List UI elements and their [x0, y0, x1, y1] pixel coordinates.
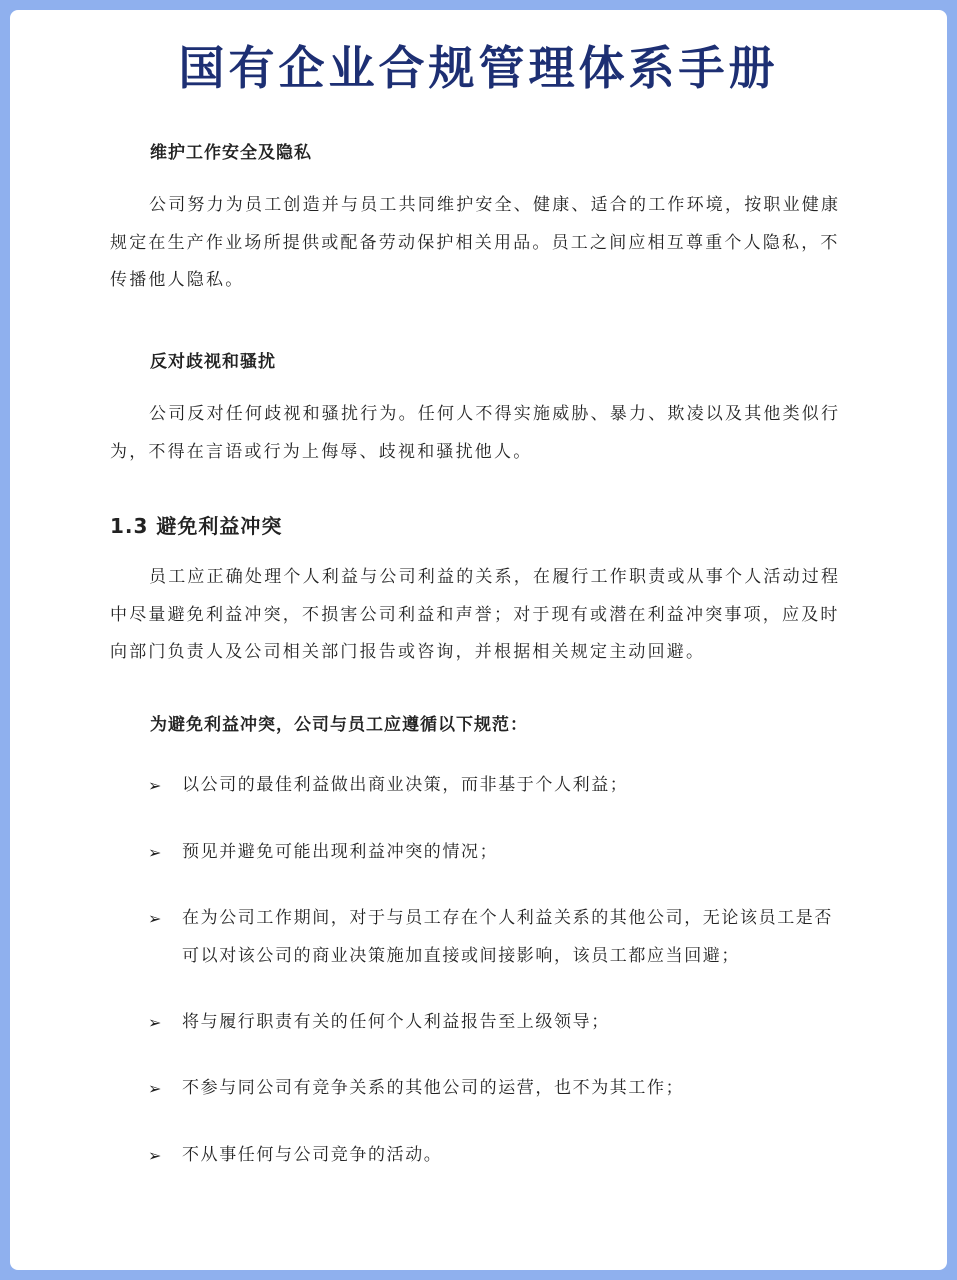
arrow-bullet-icon: ➢ — [148, 843, 164, 862]
arrow-bullet-icon: ➢ — [148, 1146, 164, 1165]
arrow-bullet-icon: ➢ — [148, 1079, 164, 1098]
list-item — [148, 1004, 848, 1042]
list-item — [148, 834, 848, 872]
conflict-paragraph: 员工应正确处理个人利益与公司利益的关系，在履行工作职责或从事个人活动过程中尽量避免利益冲突，不损害公司利益和声誉；对于现有或潜在利益冲突事项，应及时向部门负责人及公司相关部门报告或咨询，并根据相关规定主动回避。 — [110, 567, 841, 662]
privacy-paragraph: 公司努力为员工创造并与员工共同维护安全、健康、适合的工作环境，按职业健康规定在生产作业场所提供或配备劳动保护相关用品。员工之间应相互尊重个人隐私，不传播他人隐私。 — [110, 195, 841, 290]
rules-heading: 为避免利益冲突，公司与员工应遵循以下规范： — [150, 715, 528, 735]
list-item-text: 在为公司工作期间，对于与员工存在个人利益关系的其他公司，无论该员工是否可以对该公司的商业决策施加直接或间接影响，该员工都应当回避； — [182, 908, 833, 966]
discrimination-paragraph: 公司反对任何歧视和骚扰行为。任何人不得实施威胁、暴力、欺凌以及其他类似行为，不得在言语或行为上侮辱、歧视和骚扰他人。 — [110, 404, 841, 462]
arrow-bullet-icon: ➢ — [148, 909, 164, 928]
list-item-text: 将与履行职责有关的任何个人利益报告至上级领导； — [182, 1012, 610, 1032]
list-item-text: 以公司的最佳利益做出商业决策，而非基于个人利益； — [182, 775, 629, 795]
discrimination-heading: 反对歧视和骚扰 — [150, 352, 276, 372]
arrow-bullet-icon: ➢ — [148, 776, 164, 795]
document-page — [10, 10, 947, 1270]
privacy-heading: 维护工作安全及隐私 — [150, 143, 312, 163]
list-item-text: 不从事任何与公司竞争的活动。 — [182, 1145, 443, 1165]
list-item — [148, 767, 848, 805]
list-item — [148, 1070, 848, 1108]
list-item-text: 不参与同公司有竞争关系的其他公司的运营，也不为其工作； — [182, 1078, 685, 1098]
list-item-text: 预见并避免可能出现利益冲突的情况； — [182, 842, 499, 862]
page-title: 国有企业合规管理体系手册 — [178, 41, 779, 95]
arrow-bullet-icon: ➢ — [148, 1013, 164, 1032]
conflict-section-title: 1.3 避免利益冲突 — [110, 514, 283, 538]
list-item — [148, 900, 848, 975]
list-item — [148, 1137, 848, 1175]
